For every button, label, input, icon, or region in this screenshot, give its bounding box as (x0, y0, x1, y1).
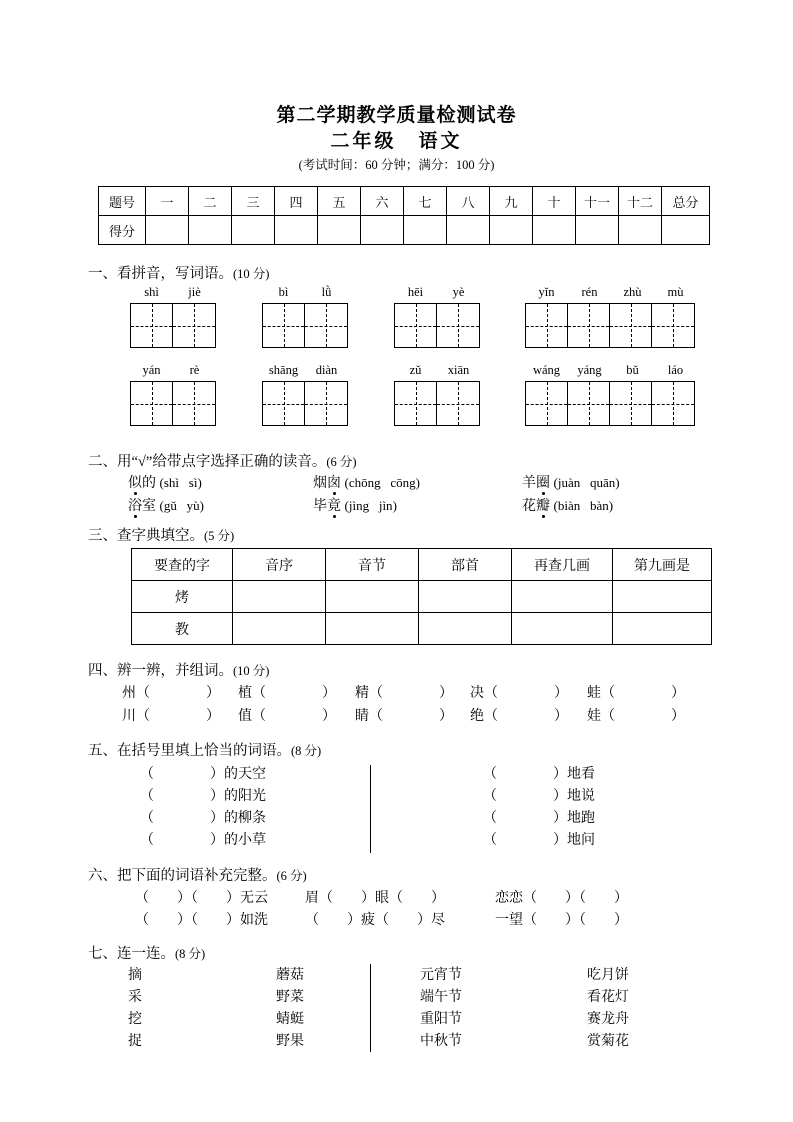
dict-answer-cell[interactable] (419, 581, 512, 613)
answer-bracket[interactable]: （ ） (140, 833, 224, 848)
phrase-text: 的天空 (224, 767, 266, 782)
answer-bracket[interactable]: （ ） (601, 709, 685, 724)
word-build-item[interactable] (470, 705, 568, 725)
pinyin-syllable: yáng (577, 363, 602, 377)
idiom-item[interactable]: 眉（ ）眼（ ） (305, 891, 445, 906)
match-right-festival[interactable]: 端午节 (420, 990, 462, 1005)
score-table-score-row (99, 216, 710, 245)
phrase-text: 的柳条 (224, 811, 266, 826)
word-char: 值 (238, 709, 252, 724)
dict-row-char-2: 教 (132, 613, 233, 645)
word-char: 室 (142, 499, 156, 514)
answer-bracket[interactable]: （ ） (484, 686, 568, 701)
writing-grid-cell[interactable] (173, 382, 215, 425)
pinyin-syllable: yè (452, 285, 465, 299)
dict-col-initial: 音序 (233, 549, 326, 581)
modifier-item-right[interactable] (483, 829, 595, 849)
idiom-item[interactable]: 一望（ ）（ ） (495, 913, 628, 928)
match-right-festival[interactable]: 重阳节 (420, 1012, 462, 1027)
section-4-heading (88, 659, 269, 680)
pinyin-group-6 (262, 363, 348, 378)
word-char: 的 (142, 476, 156, 491)
modifier-item-right[interactable] (483, 785, 595, 805)
section-1-title: 一、看拼音，写词语。 (88, 266, 233, 282)
pronunciation-options[interactable]: (biàn bàn) (553, 498, 614, 513)
phrase-text: 的小草 (224, 833, 266, 848)
writing-grid[interactable] (525, 303, 695, 348)
section-4-points: (10 分) (233, 664, 270, 678)
dict-answer-cell[interactable] (512, 613, 613, 645)
pronunciation-options[interactable]: (jìng jìn) (344, 498, 397, 513)
word-build-item[interactable] (238, 682, 336, 702)
section-2-heading (88, 450, 357, 471)
dotted-character: 瓣 (536, 495, 550, 515)
word-char: 精 (355, 686, 369, 701)
writing-grid[interactable] (262, 381, 348, 426)
pronunciation-item-5[interactable] (313, 495, 397, 515)
dict-row-char-1: 烤 (132, 581, 233, 613)
match-left-noun[interactable]: 蜻蜓 (276, 1012, 304, 1027)
writing-grid-cell[interactable] (395, 304, 437, 347)
idiom-item[interactable]: 恋恋（ ）（ ） (495, 891, 628, 906)
pinyin-syllable: diàn (315, 363, 338, 377)
score-cell-q1[interactable] (146, 216, 189, 245)
section-5-points: (8 分) (291, 744, 322, 758)
answer-bracket[interactable]: （ ） (252, 686, 336, 701)
match-left-noun[interactable]: 野菜 (276, 990, 304, 1005)
answer-bracket[interactable]: （ ） (136, 686, 220, 701)
pronunciation-options[interactable]: (chōng cōng) (344, 475, 420, 490)
section-5-title: 五、在括号里填上恰当的词语。 (88, 743, 291, 759)
score-cell-q11[interactable] (576, 216, 619, 245)
pinyin-option[interactable]: chōng (348, 475, 381, 490)
writing-grid-cell[interactable] (610, 382, 652, 425)
score-table-q5: 五 (318, 187, 361, 216)
phrase-text: 地说 (567, 789, 595, 804)
answer-bracket[interactable]: （ ） (483, 789, 567, 804)
answer-bracket[interactable]: （ ） (484, 709, 568, 724)
page-title: 第二学期教学质量检测试卷 (276, 105, 517, 126)
word-char: 毕 (313, 499, 327, 514)
answer-bracket[interactable]: （ ） (369, 709, 453, 724)
answer-bracket[interactable]: （ ） (483, 833, 567, 848)
section-2-title: 二、用“√”给带点字选择正确的读音。 (88, 454, 327, 470)
section-2-points: (6 分) (326, 455, 357, 469)
score-table-total-label: 总分 (662, 187, 710, 216)
writing-grid-cell[interactable] (652, 382, 694, 425)
modifier-item-left[interactable] (140, 785, 266, 805)
pinyin-syllable: zhù (623, 285, 642, 299)
pinyin-option[interactable]: shì (163, 475, 180, 490)
modifier-item-left[interactable] (140, 763, 266, 783)
answer-bracket[interactable]: （ ） (252, 709, 336, 724)
score-cell-q8[interactable] (447, 216, 490, 245)
writing-grid-cell[interactable] (305, 304, 347, 347)
word-char: 植 (238, 686, 252, 701)
pinyin-group-1 (130, 285, 216, 300)
pinyin-option[interactable]: juàn (557, 475, 581, 490)
word-char: 州 (122, 686, 136, 701)
section-3-title: 三、查字典填空。 (88, 528, 204, 544)
modifier-item-right[interactable] (483, 807, 595, 827)
score-table-q2: 二 (189, 187, 232, 216)
match-right-activity[interactable]: 看花灯 (587, 990, 629, 1005)
writing-grid-cell[interactable] (652, 304, 694, 347)
pinyin-group-4 (525, 285, 697, 300)
pinyin-syllable: yán (142, 363, 161, 377)
section-7-points: (8 分) (175, 947, 206, 961)
word-char: 烟 (313, 476, 327, 491)
dotted-character: 囱 (327, 472, 341, 492)
section-4-title: 四、辨一辨，并组词。 (88, 663, 233, 679)
writing-grid-cell[interactable] (305, 382, 347, 425)
word-char: 娃 (587, 709, 601, 724)
section-7-divider (370, 964, 371, 1052)
score-cell-q7[interactable] (404, 216, 447, 245)
word-build-item[interactable] (587, 705, 685, 725)
writing-grid-cell[interactable] (568, 382, 610, 425)
section-5-divider (370, 765, 371, 853)
pinyin-syllable: rè (189, 363, 200, 377)
word-char: 绝 (470, 709, 484, 724)
pronunciation-options[interactable]: (shì sì) (159, 475, 202, 490)
match-right-activity[interactable]: 赏菊花 (587, 1034, 629, 1049)
answer-bracket[interactable]: （ ） (136, 709, 220, 724)
writing-grid-cell[interactable] (568, 304, 610, 347)
word-build-item[interactable] (122, 705, 220, 725)
pronunciation-item-1[interactable] (128, 472, 202, 492)
match-left-verb[interactable]: 摘 (128, 968, 142, 983)
pinyin-option[interactable]: sì (188, 475, 198, 490)
pinyin-syllable: xiān (447, 363, 470, 377)
dict-col-syllable: 音节 (326, 549, 419, 581)
pronunciation-item-4[interactable] (128, 495, 204, 515)
dict-answer-cell[interactable] (233, 581, 326, 613)
section-3-heading (88, 524, 234, 545)
idiom-item[interactable]: （ ）（ ）如洗 (135, 913, 268, 928)
idiom-item[interactable]: （ ）疲（ ）尽 (305, 913, 445, 928)
pronunciation-item-6[interactable] (522, 495, 613, 515)
pinyin-group-8 (525, 363, 697, 378)
pinyin-option[interactable]: cōng (390, 475, 416, 490)
pinyin-option[interactable]: yù (186, 498, 200, 513)
dotted-character: 浴 (128, 495, 142, 515)
word-char: 羊 (522, 476, 536, 491)
pinyin-syllable: lǜ (321, 285, 332, 299)
score-table-q12: 十二 (619, 187, 662, 216)
dict-answer-cell[interactable] (326, 581, 419, 613)
match-right-festival[interactable]: 中秋节 (420, 1034, 462, 1049)
score-cell-q12[interactable] (619, 216, 662, 245)
pinyin-option[interactable]: gǔ (163, 498, 177, 513)
pinyin-option[interactable]: jìn (378, 498, 393, 513)
score-cell-q10[interactable] (533, 216, 576, 245)
section-7-heading (88, 942, 205, 963)
pinyin-syllable: yǐn (538, 285, 555, 299)
idiom-item[interactable]: （ ）（ ）无云 (135, 891, 268, 906)
word-build-item[interactable] (587, 682, 685, 702)
dict-answer-cell[interactable] (613, 581, 712, 613)
word-char: 睛 (355, 709, 369, 724)
word-build-item[interactable] (470, 682, 568, 702)
pinyin-group-3 (394, 285, 480, 300)
score-table-q7: 七 (404, 187, 447, 216)
score-cell-q2[interactable] (189, 216, 232, 245)
score-cell-q6[interactable] (361, 216, 404, 245)
pronunciation-options[interactable]: (juàn quān) (553, 475, 620, 490)
dict-answer-cell[interactable] (613, 613, 712, 645)
exam-meta: (考试时间：60 分钟；满分：100 分) (298, 158, 495, 172)
section-1-heading (88, 262, 269, 283)
answer-bracket[interactable]: （ ） (483, 767, 567, 782)
score-table-score-label: 得分 (99, 216, 146, 245)
dict-col-character: 要查的字 (132, 549, 233, 581)
score-cell-total[interactable] (662, 216, 710, 245)
dict-answer-cell[interactable] (419, 613, 512, 645)
section-6-heading (88, 864, 307, 885)
word-char: 川 (122, 709, 136, 724)
dict-col-radical: 部首 (419, 549, 512, 581)
word-build-item[interactable] (122, 682, 220, 702)
score-table (98, 186, 710, 245)
phrase-text: 地看 (567, 767, 595, 782)
pinyin-syllable: bì (278, 285, 289, 299)
match-left-noun[interactable]: 蘑菇 (276, 968, 304, 983)
match-right-festival[interactable]: 元宵节 (420, 968, 462, 983)
score-table-q11: 十一 (576, 187, 619, 216)
section-5-heading (88, 739, 321, 760)
pinyin-option[interactable]: jìng (348, 498, 370, 513)
match-right-activity[interactable]: 吃月饼 (587, 968, 629, 983)
writing-grid-cell[interactable] (437, 304, 479, 347)
writing-grid-cell[interactable] (526, 382, 568, 425)
pinyin-syllable: mù (667, 285, 684, 299)
pinyin-syllable: shì (144, 285, 159, 299)
match-left-verb[interactable]: 捉 (128, 1034, 142, 1049)
pinyin-syllable: shāng (268, 363, 299, 377)
match-left-verb[interactable]: 挖 (128, 1012, 142, 1027)
writing-grid-cell[interactable] (263, 304, 305, 347)
pinyin-option[interactable]: biàn (557, 498, 581, 513)
word-char: 蛙 (587, 686, 601, 701)
answer-bracket[interactable]: （ ） (140, 789, 224, 804)
writing-grid-cell[interactable] (173, 304, 215, 347)
pronunciation-item-3[interactable] (522, 472, 620, 492)
score-cell-q4[interactable] (275, 216, 318, 245)
writing-grid[interactable] (130, 303, 216, 348)
word-char: 决 (470, 686, 484, 701)
dict-answer-cell[interactable] (512, 581, 613, 613)
dict-answer-cell[interactable] (233, 613, 326, 645)
dict-answer-cell[interactable] (326, 613, 419, 645)
word-build-item[interactable] (355, 705, 453, 725)
modifier-item-left[interactable] (140, 829, 266, 849)
answer-bracket[interactable]: （ ） (483, 811, 567, 826)
section-7-title: 七、连一连。 (88, 946, 175, 962)
pronunciation-options[interactable]: (gǔ yù) (159, 498, 204, 513)
section-6-points: (6 分) (276, 869, 307, 883)
pinyin-option[interactable]: quān (589, 475, 616, 490)
dictionary-table (131, 548, 712, 645)
score-table-q3: 三 (232, 187, 275, 216)
writing-grid[interactable] (262, 303, 348, 348)
phrase-text: 地问 (567, 833, 595, 848)
pinyin-syllable: wáng (532, 363, 561, 377)
score-table-q8: 八 (447, 187, 490, 216)
score-table-q4: 四 (275, 187, 318, 216)
dict-col-ninth-stroke: 第九画是 (613, 549, 712, 581)
modifier-item-right[interactable] (483, 763, 595, 783)
score-table-header-row (99, 187, 710, 216)
section-3-points: (5 分) (204, 529, 235, 543)
pronunciation-item-2[interactable] (313, 472, 420, 492)
writing-grid[interactable] (130, 381, 216, 426)
match-right-activity[interactable]: 赛龙舟 (587, 1012, 629, 1027)
answer-bracket[interactable]: （ ） (369, 686, 453, 701)
pinyin-group-2 (262, 285, 348, 300)
match-left-verb[interactable]: 采 (128, 990, 142, 1005)
pinyin-syllable: hēi (407, 285, 424, 299)
writing-grid[interactable] (394, 303, 480, 348)
pinyin-option[interactable]: bàn (589, 498, 609, 513)
dotted-character: 似 (128, 472, 142, 492)
score-table-row-label: 题号 (99, 187, 146, 216)
match-left-noun[interactable]: 野果 (276, 1034, 304, 1049)
pinyin-group-5 (130, 363, 216, 378)
section-1-points: (10 分) (233, 267, 270, 281)
table-row (132, 613, 712, 645)
answer-bracket[interactable]: （ ） (601, 686, 685, 701)
answer-bracket[interactable]: （ ） (140, 767, 224, 782)
dict-col-remaining-strokes: 再查几画 (512, 549, 613, 581)
writing-grid-cell[interactable] (610, 304, 652, 347)
writing-grid-cell[interactable] (131, 304, 173, 347)
word-char: 花 (522, 499, 536, 514)
score-cell-q5[interactable] (318, 216, 361, 245)
word-build-item[interactable] (355, 682, 453, 702)
score-cell-q9[interactable] (490, 216, 533, 245)
score-table-q9: 九 (490, 187, 533, 216)
pinyin-syllable: zǔ (409, 363, 422, 377)
phrase-text: 地跑 (567, 811, 595, 826)
phrase-text: 的阳光 (224, 789, 266, 804)
dotted-character: 竟 (327, 495, 341, 515)
writing-grid-cell[interactable] (437, 382, 479, 425)
writing-grid-cell[interactable] (263, 382, 305, 425)
pinyin-syllable: láo (667, 363, 684, 377)
section-6-title: 六、把下面的词语补充完整。 (88, 868, 277, 884)
score-cell-q3[interactable] (232, 216, 275, 245)
writing-grid-cell[interactable] (526, 304, 568, 347)
pinyin-syllable: rén (581, 285, 598, 299)
score-table-q1: 一 (146, 187, 189, 216)
score-table-q10: 十 (533, 187, 576, 216)
writing-grid-cell[interactable] (131, 382, 173, 425)
score-table-q6: 六 (361, 187, 404, 216)
writing-grid-cell[interactable] (395, 382, 437, 425)
pinyin-group-7 (394, 363, 480, 378)
answer-bracket[interactable]: （ ） (140, 811, 224, 826)
dictionary-table-header-row (132, 549, 712, 581)
dotted-character: 圈 (536, 472, 550, 492)
writing-grid[interactable] (394, 381, 480, 426)
modifier-item-left[interactable] (140, 807, 266, 827)
writing-grid[interactable] (525, 381, 695, 426)
word-build-item[interactable] (238, 705, 336, 725)
table-row (132, 581, 712, 613)
page-subtitle: 二年级 语文 (330, 131, 463, 152)
pinyin-syllable: jiè (188, 285, 201, 299)
pinyin-syllable: bǔ (626, 363, 639, 377)
